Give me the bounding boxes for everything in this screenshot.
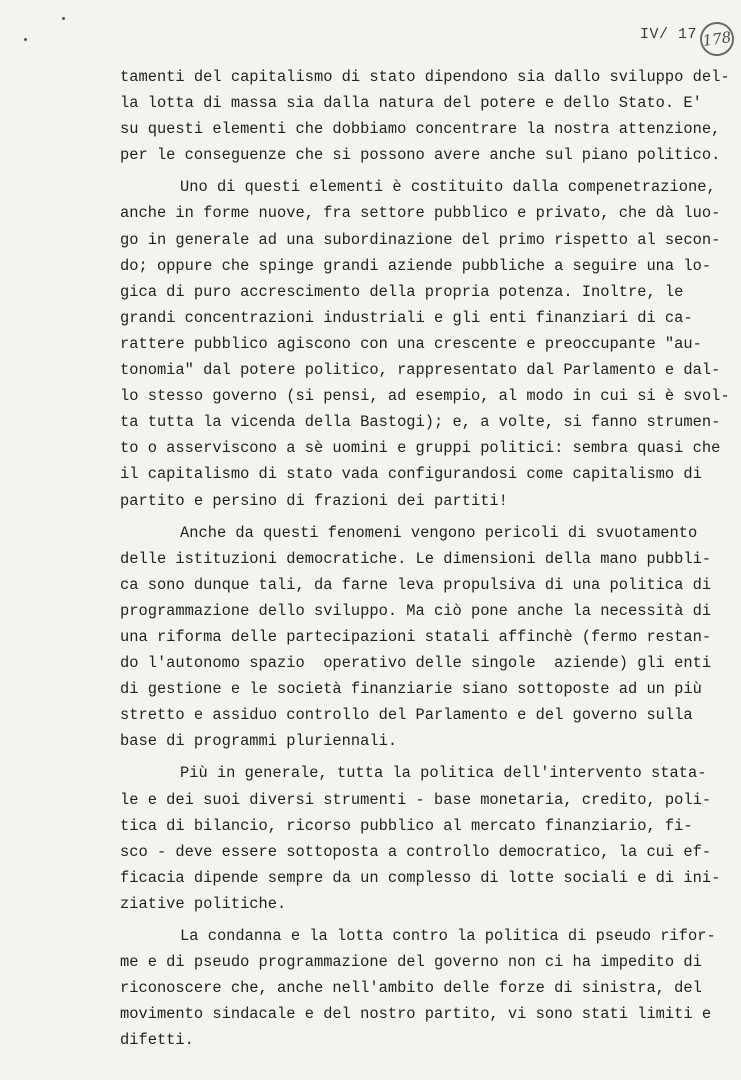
text-line: delle istituzioni democratiche. Le dimensioni della mano pubbli- [120, 549, 712, 568]
text-line: grandi concentrazioni industriali e gli enti finanziari di ca- [120, 308, 693, 327]
text-line: do; oppure che spinge grandi aziende pubbliche a seguire una lo- [120, 256, 712, 275]
text-line: lo stesso governo (si pensi, ad esempio, al modo in cui si è svol- [120, 387, 730, 406]
text-line: ficacia dipende sempre da un complesso di lotte sociali e di ini- [120, 868, 721, 887]
text-line: stretto e assiduo controllo del Parlamento e del governo sulla [120, 706, 693, 725]
page-reference: IV/ 17 [640, 26, 698, 43]
text-line: gica di puro accrescimento della propria potenza. Inoltre, le [120, 282, 684, 301]
document-body [120, 64, 730, 1053]
text-line: ca sono dunque tali, da farne leva propulsiva di una politica di [120, 575, 712, 594]
text-line: riconoscere che, anche nell'ambito delle forze di sinistra, del [120, 979, 702, 998]
paragraph [120, 174, 730, 513]
text-line: tica di bilancio, ricorso pubblico al mercato finanziario, fi- [120, 816, 693, 835]
text-line: la lotta di massa sia dalla natura del potere e dello Stato. E' [120, 94, 702, 113]
paragraph [120, 64, 730, 168]
text-line: di gestione e le società finanziarie siano sottoposte ad un più [120, 680, 702, 699]
paragraph [120, 760, 721, 917]
text-line: base di programmi pluriennali. [120, 732, 398, 751]
text-line: partito e persino di frazioni dei partiti! [120, 491, 508, 510]
text-line: difetti. [120, 1031, 194, 1050]
text-line: La condanna e la lotta contro la politica di pseudo rifor- [180, 927, 716, 945]
text-line: ziative politiche. [120, 894, 287, 913]
text-line: tonomia" dal potere politico, rappresentato dal Parlamento e dal- [120, 361, 721, 380]
text-line: le e dei suoi diversi strumenti - base monetaria, credito, poli- [120, 790, 712, 809]
text-line: go in generale ad una subordinazione del primo rispetto al secon- [120, 230, 721, 249]
text-line: to o asserviscono a sè uomini e gruppi politici: sembra quasi che [120, 439, 721, 458]
text-line: per le conseguenze che si possono avere anche sul piano politico. [120, 146, 721, 165]
text-line: programmazione dello sviluppo. Ma ciò pone anche la necessità di [120, 601, 712, 620]
text-line: una riforma delle partecipazioni statali affinchè (fermo restan- [120, 627, 712, 646]
text-line: me e di pseudo programmazione del governo non ci ha impedito di [120, 953, 702, 972]
text-line: anche in forme nuove, fra settore pubblico e privato, che dà luo- [120, 204, 721, 223]
text-line: Più in generale, tutta la politica dell'intervento stata- [180, 764, 707, 783]
text-line: sco - deve essere sottoposta a controllo democratico, la cui ef- [120, 842, 712, 861]
text-line: su questi elementi che dobbiamo concentrare la nostra attenzione, [120, 120, 721, 139]
text-line: do l'autonomo spazio operativo delle singole aziende) gli enti [120, 654, 712, 673]
text-line: Anche da questi fenomeni vengono pericoli di svuotamento [180, 523, 698, 542]
text-line: rattere pubblico agiscono con una crescente e preoccupante "au- [120, 334, 702, 353]
text-line: il capitalismo di stato vada configurandosi come capitalismo di [120, 465, 702, 484]
paragraph [120, 923, 716, 1053]
text-line: Uno di questi elementi è costituito dalla compenetrazione, [180, 178, 716, 197]
text-line: movimento sindacale e del nostro partito, vi sono stati limiti e [120, 1005, 712, 1024]
paragraph [120, 520, 710, 755]
text-line: tamenti del capitalismo di stato dipendono sia dallo sviluppo del- [120, 68, 730, 86]
handwritten-page-number: 178 [698, 20, 736, 58]
scan-speck [24, 38, 27, 41]
text-line: ta tutta la vicenda della Bastogi); e, a volte, si fanno strumen- [120, 413, 721, 432]
scan-speck [62, 17, 65, 20]
